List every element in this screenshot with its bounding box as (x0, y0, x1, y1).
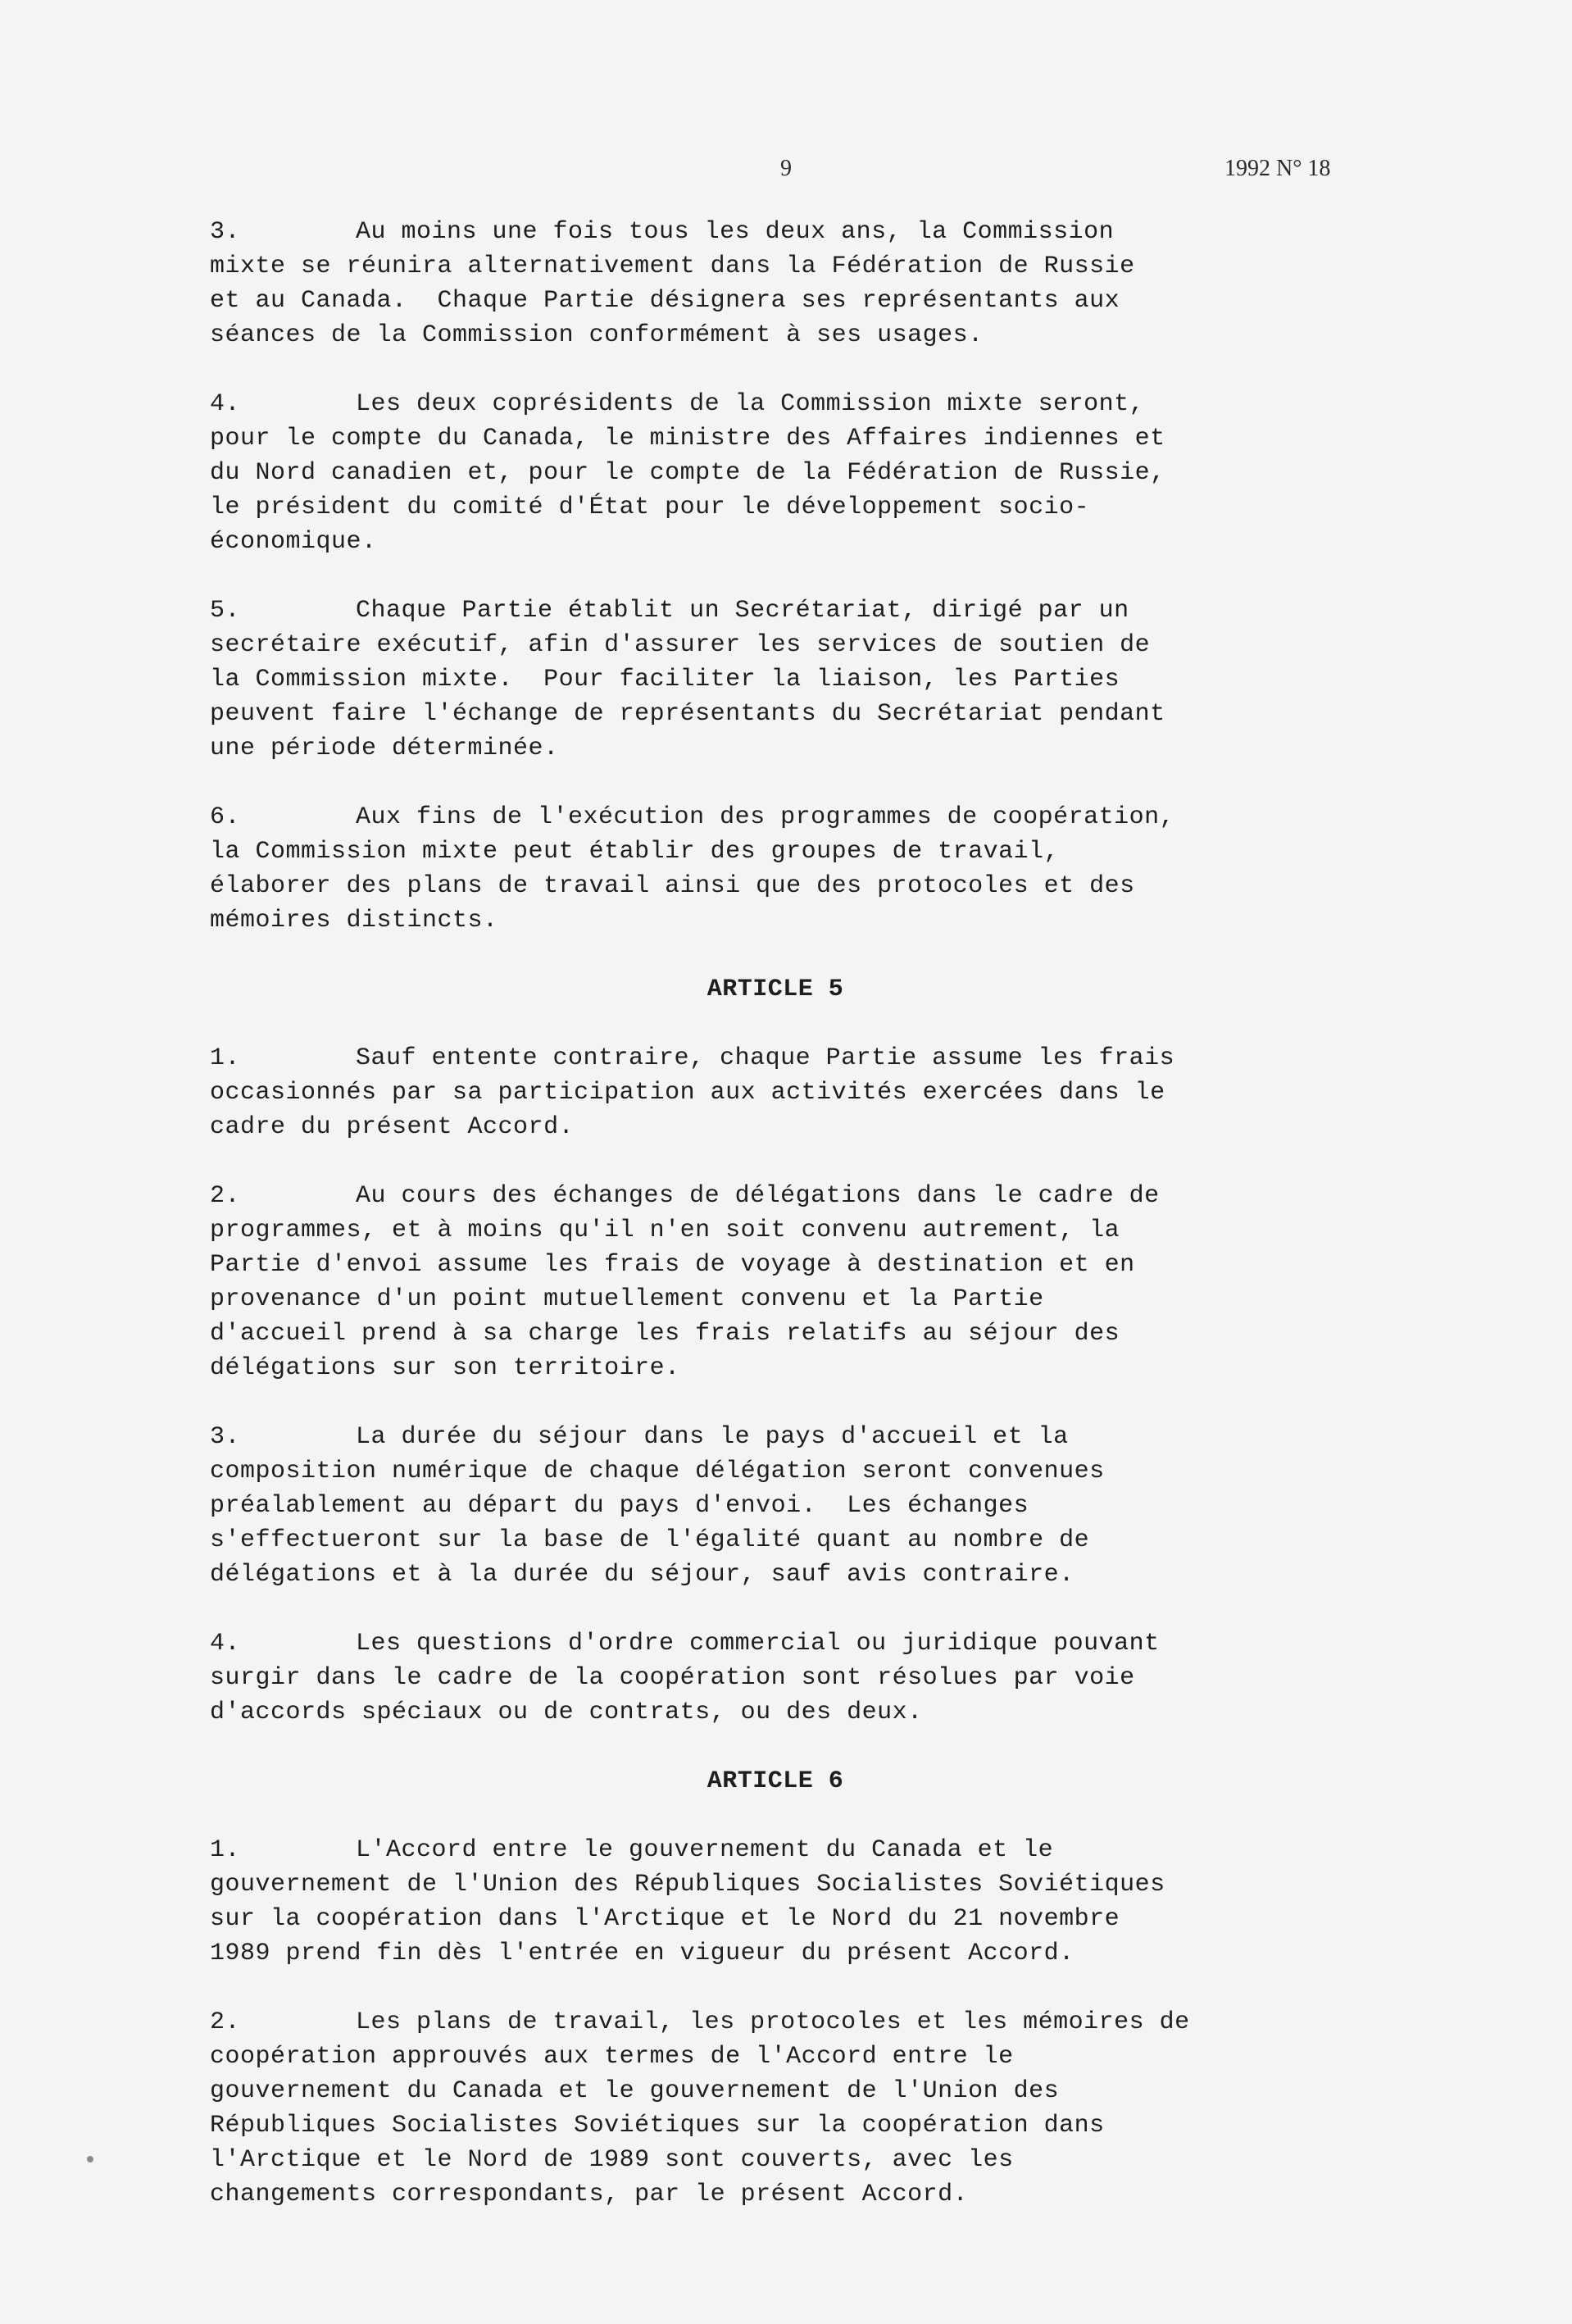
paragraph-text: Les plans de travail, les protocoles et les mémoires de coopération approuvés aux termes de l'Accord entre le gouvernement du Canada et le gouvernement de l'Union des Républiques Socialistes Soviétiques sur la coopération dans l'Arctique et le Nord de 1989 sont couverts, avec les changements correspondants, par le présent Accord. (210, 2008, 1190, 2208)
gazette-reference: 1992 N° 18 (1224, 156, 1331, 181)
paragraph-number: 1. (210, 1836, 241, 1864)
paragraph-5-2 (210, 1179, 1357, 1385)
paragraph-number: 1. (210, 1044, 241, 1072)
paragraph-6-1 (210, 1833, 1357, 1971)
paragraph-number: 4. (210, 390, 241, 418)
paragraph-4-3 (210, 215, 1357, 352)
paragraph-5-3 (210, 1420, 1357, 1592)
paragraph-text: Au cours des échanges de délégations dans le cadre de programmes, et à moins qu'il n'en soit convenu autrement, la Partie d'envoi assume les frais de voyage à destination et en provenance d'un point mutuellement convenu et la Partie d'accueil prend à sa charge les frais relatifs au séjour des délégations sur son territoire. (210, 1182, 1160, 1382)
page-number: 9 (780, 156, 792, 181)
scan-speck (87, 2156, 93, 2163)
paragraph-text: Chaque Partie établit un Secrétariat, dirigé par un secrétaire exécutif, afin d'assurer les services de soutien de la Commission mixte. Pour faciliter la liaison, les Parties peuvent faire l'échange de représentants du Secrétariat pendant une période déterminée. (210, 597, 1165, 762)
paragraph-number: 5. (210, 597, 241, 625)
paragraph-text: Aux fins de l'exécution des programmes de coopération, la Commission mixte peut établir des groupes de travail, élaborer des plans de travail ainsi que des protocoles et des mémoires distincts. (210, 803, 1175, 935)
paragraph-number: 2. (210, 2008, 241, 2036)
page-header (0, 156, 1572, 189)
paragraph-text: Les questions d'ordre commercial ou juridique pouvant surgir dans le cadre de la coopération sont résolues par voie d'accords spéciaux ou de contrats, ou des deux. (210, 1630, 1160, 1726)
paragraph-number: 2. (210, 1182, 241, 1210)
paragraph-5-4 (210, 1626, 1357, 1730)
paragraph-number: 3. (210, 1423, 241, 1451)
paragraph-number: 6. (210, 803, 241, 831)
paragraph-number: 4. (210, 1630, 241, 1658)
paragraph-text: La durée du séjour dans le pays d'accueil et la composition numérique de chaque délégation seront convenues préalablement au départ du pays d'envoi. Les échanges s'effectueront sur la base de l'égalité quant au nombre de délégations et à la durée du séjour, sauf avis contraire. (210, 1423, 1105, 1589)
paragraph-5-1 (210, 1041, 1357, 1144)
paragraph-number: 3. (210, 218, 241, 246)
document-body (210, 215, 1357, 2246)
article-6-heading: ARTICLE 6 (706, 1767, 844, 1795)
paragraph-text: Au moins une fois tous les deux ans, la Commission mixte se réunira alternativement dans la Fédération de Russie et au Canada. Chaque Partie désignera ses représentants aux séances de la Commission conformément à ses usages. (210, 218, 1135, 349)
paragraph-4-5 (210, 594, 1357, 766)
paragraph-text: L'Accord entre le gouvernement du Canada et le gouvernement de l'Union des Républiques Socialistes Soviétiques sur la coopération dans l'Arctique et le Nord du 21 novembre 1989 prend fin dès l'entrée en vigueur du présent Accord. (210, 1836, 1165, 1967)
paragraph-4-4 (210, 387, 1357, 559)
paragraph-4-6 (210, 800, 1357, 938)
paragraph-text: Sauf entente contraire, chaque Partie assume les frais occasionnés par sa participation aux activités exercées dans le cadre du présent Accord. (210, 1044, 1175, 1141)
paragraph-text: Les deux coprésidents de la Commission mixte seront, pour le compte du Canada, le ministre des Affaires indiennes et du Nord canadien et, pour le compte de la Fédération de Russie, le président du comité d'État pour le développement socio- économique. (210, 390, 1165, 556)
article-5-heading: ARTICLE 5 (706, 976, 844, 1003)
paragraph-6-2 (210, 2005, 1357, 2212)
